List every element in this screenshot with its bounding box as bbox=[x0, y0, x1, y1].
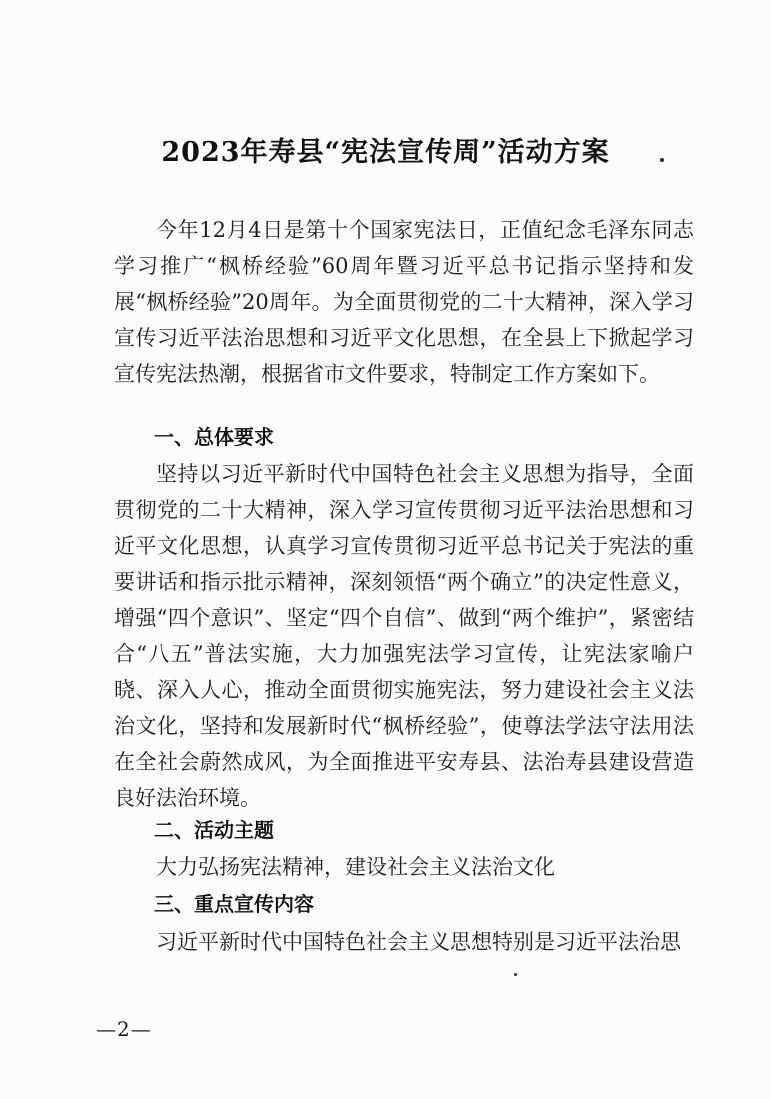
section-1-text-block bbox=[114, 456, 694, 816]
section-2-text-block bbox=[114, 849, 694, 885]
section-heading-general-requirements: 一、总体要求 bbox=[154, 425, 274, 449]
section-1-heading-block bbox=[114, 419, 694, 455]
section-heading-activity-theme: 二、活动主题 bbox=[154, 818, 274, 842]
section-text-key-content: 习近平新时代中国特色社会主义思想特别是习近平法治思 bbox=[156, 930, 681, 954]
document-title: 2023年寿县“宪法宣传周”活动方案 bbox=[161, 137, 610, 168]
section-heading-key-content: 三、重点宣传内容 bbox=[154, 892, 314, 916]
section-text-general-requirements: 坚持以习近平新时代中国特色社会主义思想为指导，全面贯彻党的二十大精神，深入学习宣传贯彻习近平法治思想和习近平文化思想，认真学习宣传贯彻习近平总书记关于宪法的重要讲话和指示批示精神，深刻领悟“两个确立”的决定性意义，增强“四个意识”、坚定“四个自信”、做到“两个维护”，紧密结合“八五”普法实施，大力加强宪法学习宣传，让宪法家喻户晓、深入人心，推动全面贯彻实施宪法，努力建设社会主义法治文化，坚持和发展新时代“枫桥经验”，使尊法学法守法用法在全社会蔚然成风，为全面推进平安寿县、法治寿县建设营造良好法治环境。 bbox=[114, 462, 694, 810]
scan-speck bbox=[660, 158, 664, 162]
section-text-activity-theme: 大力弘扬宪法精神，建设社会主义法治文化 bbox=[156, 855, 555, 879]
section-2-heading-block bbox=[114, 812, 694, 848]
intro-paragraph-block bbox=[114, 212, 694, 392]
scan-speck-dot bbox=[514, 973, 517, 976]
section-3-text-block bbox=[114, 924, 694, 960]
page-number: —2— bbox=[96, 1017, 152, 1041]
section-3-heading-block bbox=[114, 886, 694, 922]
intro-paragraph: 今年12月4日是第十个国家宪法日，正值纪念毛泽东同志学习推广“枫桥经验”60周年暨习近平总书记指示坚持和发展“枫桥经验”20周年。为全面贯彻党的二十大精神，深入学习宣传习近平法治思想和习近平文化思想，在全县上下掀起学习宣传宪法热潮，根据省市文件要求，特制定工作方案如下。 bbox=[114, 218, 694, 386]
